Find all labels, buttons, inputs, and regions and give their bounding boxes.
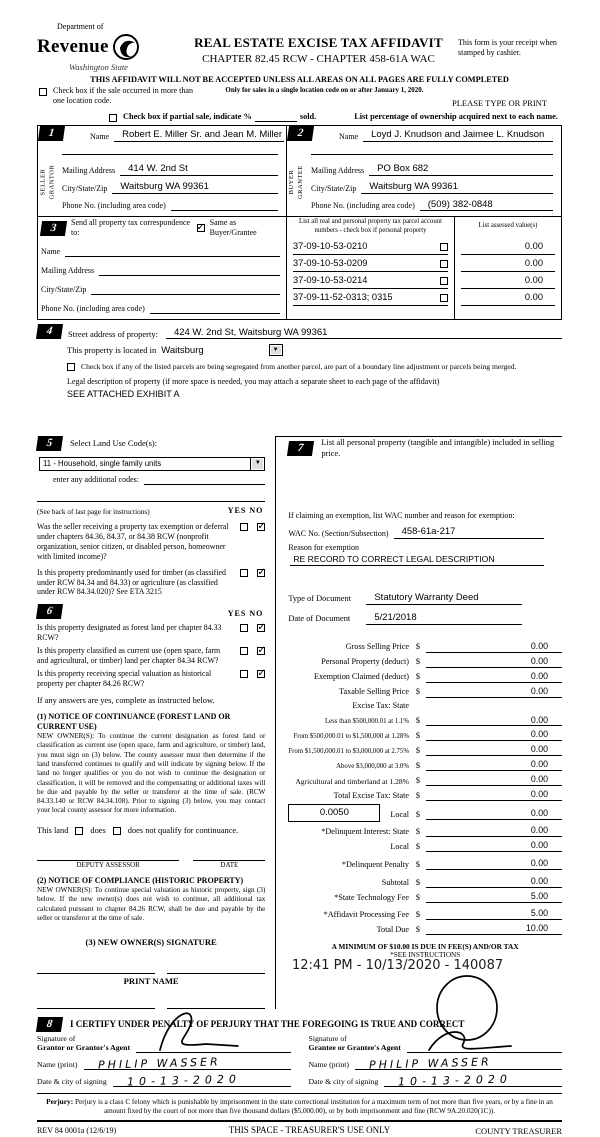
reason-exemption-field[interactable]: RE RECORD TO CORRECT LEGAL DESCRIPTION: [290, 554, 544, 566]
grantee-date-city-label: Date & city of signing: [308, 1076, 379, 1086]
local-label: Local: [390, 810, 409, 820]
grantor-date-city-label: Date & city of signing: [37, 1076, 107, 1086]
wac-number-field[interactable]: 458-61a-217: [394, 526, 544, 539]
located-in-label: This property is located in: [67, 345, 157, 356]
certify-statement: I CERTIFY UNDER PENALTY OF PERJURY THAT THE FOREGOING IS TRUE AND CORRECT: [70, 1018, 465, 1029]
dollar-sign: $: [415, 642, 420, 652]
forest-yes-checkbox[interactable]: [240, 624, 248, 632]
personal-property-title: List all personal property (tangible and intangible) included in selling price.: [321, 438, 555, 458]
grantor-signature-line[interactable]: [136, 1039, 290, 1053]
current-use-no-checkbox[interactable]: [257, 647, 265, 655]
partial-sale-percent-field[interactable]: [255, 121, 297, 122]
dollar-sign: $: [415, 859, 420, 869]
dollar-sign: $: [415, 657, 420, 667]
grantee-printed-name: PHILIP WASSER: [368, 1055, 492, 1072]
grantor-name-print-line[interactable]: [84, 1056, 291, 1070]
historic-no-checkbox[interactable]: [257, 670, 265, 678]
parcel-row: [293, 273, 448, 289]
grantor-signing-date: 10-13-2020: [126, 1072, 241, 1089]
tax-row-label: Gross Selling Price: [345, 642, 409, 652]
yes-no-header-2: YES NO: [227, 609, 264, 619]
buyer-side-label: BUYER GRANTEE: [287, 165, 304, 200]
tax-row-label: *Delinquent Penalty: [341, 859, 409, 869]
corr-mailing-label: Mailing Address: [41, 266, 95, 276]
tax-row-value[interactable]: 0.00: [426, 641, 562, 653]
parcel-row: [293, 290, 448, 306]
seller-phone-field[interactable]: [171, 199, 278, 211]
total-due-value[interactable]: 10.00: [426, 923, 562, 935]
parcel-column-header: List all real and personal property tax parcel account numbers - check box if personal property: [298, 218, 443, 234]
total-excise-state-label: Total Excise Tax: State: [333, 791, 409, 801]
forest-land-question: Is this property designated as forest land per chapter 84.33 RCW?: [37, 623, 222, 643]
seller-name-label: Name: [90, 131, 110, 141]
dollar-sign: $: [415, 877, 420, 887]
receipt-note: This form is your receipt when stamped by cashier.: [458, 38, 557, 58]
new-owner-signature-line[interactable]: [37, 966, 155, 974]
parcel-number[interactable]: 37-09-10-53-0214: [293, 275, 368, 286]
land-does-not-checkbox[interactable]: [113, 827, 121, 835]
revenue-logo: [37, 22, 179, 73]
section-3-badge: 3: [40, 221, 67, 236]
segregated-checkbox[interactable]: [67, 363, 75, 371]
dollar-sign: $: [415, 746, 420, 756]
parcel-number[interactable]: 37-09-10-53-0210: [293, 241, 368, 252]
print-name-line[interactable]: [37, 1001, 155, 1009]
tax-row-value[interactable]: 0.00: [426, 744, 562, 756]
tax-row-label: Local: [390, 842, 409, 851]
tax-row-value[interactable]: 5.00: [426, 908, 562, 920]
logo-dept-line: Department of: [57, 22, 104, 31]
county-treasurer-label: COUNTY TREASURER: [475, 1125, 562, 1136]
tax-row-label: Agricultural and timberland at 1.28%: [295, 776, 409, 786]
property-address-section: [37, 320, 562, 400]
grantor-name-print-label: Name (print): [37, 1059, 78, 1069]
see-instructions-note: *SEE INSTRUCTIONS: [390, 951, 461, 960]
dollar-sign: $: [415, 827, 420, 837]
same-as-buyer-label: Same as Buyer/Grantee: [209, 218, 257, 238]
dollar-sign: $: [415, 776, 420, 786]
parcel-personal-checkbox[interactable]: [440, 243, 448, 251]
notice-continuance-body: NEW OWNER(S): To continue the current designation as forest land or classification as current use (open space, farm and agriculture, or timber) land, you must sign on (3) below. The county assessor must then determine if the land transferred continues to qualify and will indicate by signing below. If the land no longer qualifies or you do not wish to continue the designation or classification, it will be removed and the compensating or additional taxes will be due and payable by the seller or transferor at the time of sale. (RCW 84.33.140 or RCW 84.34.108). Prior to signing (3) below, you may contact your local county assessor for more information.: [37, 732, 266, 815]
multi-location-label: Check box if the sale occurred in more than one location code.: [53, 85, 193, 105]
q2-no-checkbox[interactable]: [257, 569, 265, 577]
dollar-sign: $: [415, 791, 420, 801]
seller-name-field[interactable]: Robert E. Miller Sr. and Jean M. Miller: [114, 129, 284, 142]
grantee-name-print-line[interactable]: [355, 1056, 562, 1070]
forest-no-checkbox[interactable]: [257, 624, 265, 632]
assessed-value[interactable]: 0.00: [461, 256, 555, 272]
corr-mailing-field[interactable]: [99, 264, 280, 276]
tax-row-value[interactable]: 0.00: [426, 825, 562, 837]
land-use-selected-value: 11 - Household, single family units: [43, 459, 162, 469]
grantee-signing-date: 10-13-2020: [398, 1072, 513, 1089]
assessed-value[interactable]: 0.00: [461, 239, 555, 255]
total-due-label: Total Due: [376, 924, 409, 934]
seller-side-label: SELLER GRANTOR: [38, 164, 55, 200]
tax-row-label: *Delinquent Interest: State: [321, 827, 409, 837]
located-in-value[interactable]: Waitsburg: [161, 344, 204, 356]
ownership-note: List percentage of ownership acquired next to each name.: [354, 111, 558, 121]
does-label: does: [90, 825, 106, 835]
seller-extra-name-field[interactable]: [62, 145, 278, 155]
tax-row-value[interactable]: 0.00: [426, 789, 562, 801]
treasurer-space-label: THIS SPACE - TREASURER'S USE ONLY: [228, 1125, 391, 1136]
grantor-printed-name: PHILIP WASSER: [97, 1055, 221, 1072]
form-footer: [37, 1125, 562, 1136]
seller-csz-field[interactable]: Waitsburg WA 99361: [112, 181, 278, 194]
dollar-sign: $: [415, 716, 420, 726]
tax-tier-label: Less than $500,000.01 at 1.1%: [324, 718, 409, 725]
exemption-note: If claiming an exemption, list WAC number and reason for exemption:: [288, 511, 515, 521]
land-use-dropdown-arrow-icon[interactable]: [250, 458, 264, 470]
doc-type-field[interactable]: Statutory Warranty Deed: [366, 592, 522, 605]
q1-no-checkbox[interactable]: [257, 523, 265, 531]
legal-description-label: Legal description of property (if more space is needed, you may attach a separate sheet to each page of the affidavit): [67, 376, 440, 386]
perjury-notice: [37, 1093, 562, 1123]
grantor-date-city-line[interactable]: [113, 1073, 291, 1087]
please-type-print: PLEASE TYPE OR PRINT: [452, 97, 548, 108]
tax-column: [276, 436, 562, 1008]
dollar-sign: $: [415, 810, 420, 820]
assessed-value[interactable]: 0.00: [461, 290, 555, 306]
tax-correspondence-section: [37, 217, 562, 320]
form-subtitle: CHAPTER 82.45 RCW - CHAPTER 458-61A WAC: [202, 53, 435, 66]
segregated-label: Check box if any of the listed parcels are being segregated from another parcel, are part of a boundary line adjustment or parcels being merged.: [81, 362, 517, 372]
tax-row-value[interactable]: 0.00: [426, 759, 562, 771]
excise-tax-state-header: Excise Tax: State: [352, 701, 409, 711]
legal-description-value[interactable]: SEE ATTACHED EXHIBIT A: [67, 388, 180, 399]
buyer-name-label: Name: [339, 131, 359, 141]
dollar-sign: $: [415, 687, 420, 697]
tax-row-label: *State Technology Fee: [334, 892, 409, 902]
parcel-row: [293, 239, 448, 255]
tax-row-label: Exemption Claimed (deduct): [313, 672, 409, 682]
perjury-label: Perjury:: [46, 1096, 74, 1106]
buyer-extra-name-field[interactable]: [311, 145, 553, 155]
current-use-question: Is this property classified as current use (open space, farm and agricultural, or timber) land per chapter 84.34 RCW?: [37, 646, 221, 665]
additional-codes-field-2[interactable]: [37, 492, 265, 502]
logo-washington-state: Washington State: [69, 62, 128, 72]
deputy-assessor-label: DEPUTY ASSESSOR: [76, 861, 140, 870]
rev-number: REV 84 0001a (12/6/19): [37, 1125, 117, 1135]
parcel-row: [293, 256, 448, 272]
corr-name-label: Name: [41, 247, 61, 257]
grantee-sig-label: Signature of Grantee or Grantee's Agent: [308, 1033, 401, 1052]
tax-row-value[interactable]: 0.00: [426, 686, 562, 698]
street-address-label: Street address of property:: [68, 328, 158, 339]
buyer-name-field[interactable]: Loyd J. Knudson and Jaimee L. Knudson: [363, 129, 553, 142]
q2-yes-checkbox[interactable]: [240, 569, 248, 577]
land-use-column: [37, 436, 276, 1008]
tax-row-value[interactable]: 0.00: [426, 876, 562, 888]
street-address-field[interactable]: 424 W. 2nd St, Waitsburg WA 99361: [166, 327, 562, 340]
section-4-badge: 4: [36, 324, 63, 339]
notice-continuance-title: (1) NOTICE OF CONTINUANCE (FOREST LAND OR CURRENT USE): [37, 712, 231, 732]
dollar-sign: $: [415, 731, 420, 741]
timber-agriculture-question: Is this property predominantly used for timber (as classified under RCW 84.34 and 84.33) or agriculture (as classified under RCW 84.34.020)? See ETA 3215: [37, 567, 226, 597]
notice-compliance-body: NEW OWNER(S): To continue special valuation as historic property, sign (3) below. If the new owner(s) does not wish to continue, all additional tax calculated pursuant to chapter 84.26 RCW, shall be due and payable by the seller or transferor at the time of sale.: [37, 886, 266, 922]
tax-row-value[interactable]: 0.00: [426, 840, 562, 852]
tax-row-value[interactable]: 0.00: [426, 808, 562, 820]
additional-codes-field[interactable]: [144, 475, 265, 485]
land-use-title: Select Land Use Code(s):: [70, 438, 158, 449]
corr-name-field[interactable]: [65, 245, 280, 257]
print-name-label: PRINT NAME: [123, 975, 179, 986]
corr-phone-field[interactable]: [150, 302, 280, 314]
partial-sale-label: Check box if partial sale, indicate %: [123, 111, 252, 121]
partial-sale-checkbox[interactable]: [109, 114, 117, 122]
revenue-swirl-icon: [111, 32, 141, 62]
tax-row-label: *Affidavit Processing Fee: [323, 909, 409, 919]
notice-compliance-title: (2) NOTICE OF COMPLIANCE (HISTORIC PROPERTY): [37, 876, 244, 885]
historical-property-question: Is this property receiving special valuation as historical property per chapter 84.26 RCW?: [37, 668, 212, 688]
land-use-select[interactable]: [39, 457, 265, 471]
tax-row-value[interactable]: 0.00: [426, 715, 562, 727]
acceptance-warning: THIS AFFIDAVIT WILL NOT BE ACCEPTED UNLESS ALL AREAS ON ALL PAGES ARE FULLY COMPLETED: [90, 74, 509, 84]
dollar-sign: $: [415, 842, 420, 851]
excise-tax-table: [288, 641, 562, 961]
buyer-phone-field[interactable]: (509) 382-0848: [420, 199, 553, 212]
parcel-personal-checkbox[interactable]: [440, 260, 448, 268]
assessor-date-label: DATE: [220, 861, 239, 870]
section-5-badge: 5: [36, 436, 63, 451]
does-not-label: does not qualify for continuance.: [127, 825, 239, 835]
dollar-sign: $: [415, 892, 420, 902]
local-rate-box[interactable]: 0.0050: [288, 804, 380, 822]
section-7-badge: 7: [287, 441, 314, 456]
grantee-name-print-label: Name (print): [308, 1059, 349, 1069]
grantee-signature-line[interactable]: [407, 1039, 562, 1053]
sold-label: sold.: [299, 111, 317, 121]
buyer-csz-label: City/State/Zip: [311, 183, 357, 193]
parcel-personal-checkbox[interactable]: [440, 294, 448, 302]
section-6-badge: 6: [36, 604, 63, 619]
section-2-badge: 2: [287, 126, 314, 141]
tax-row-label: Personal Property (deduct): [321, 657, 409, 667]
parcel-personal-checkbox[interactable]: [440, 277, 448, 285]
new-owner-signature-title: (3) NEW OWNER(S) SIGNATURE: [85, 937, 217, 948]
doc-date-label: Date of Document: [288, 614, 351, 624]
tax-row-label: Subtotal: [381, 877, 409, 887]
corr-phone-label: Phone No. (including area code): [41, 304, 145, 314]
grantor-signature-block: [37, 1032, 309, 1087]
parcel-number[interactable]: 37-09-11-52-0313; 0315: [293, 292, 393, 303]
tax-row-value[interactable]: 0.00: [426, 656, 562, 668]
additional-codes-label: enter any additional codes:: [53, 475, 139, 485]
print-name-line-2[interactable]: [167, 1001, 265, 1009]
tax-tier-label: From $500,000.01 to $1,500,000 at 1.28%: [293, 732, 409, 740]
tax-row-value[interactable]: 0.00: [426, 671, 562, 683]
buyer-section: [287, 126, 561, 217]
land-does-checkbox[interactable]: [75, 827, 83, 835]
reason-exemption-label: Reason for exemption: [288, 543, 359, 553]
spacer: [426, 701, 562, 712]
this-land-label: This land: [37, 825, 69, 835]
historic-yes-checkbox[interactable]: [240, 670, 248, 678]
dollar-sign: $: [415, 924, 420, 934]
send-correspondence-label: Send all property tax correspondence to:: [71, 218, 191, 238]
current-use-yes-checkbox[interactable]: [240, 647, 248, 655]
cashier-timestamp-stamp: 12:41 PM - 10/13/2020 - 140087: [292, 958, 504, 973]
if-any-yes-note: If any answers are yes, complete as instructed below.: [37, 695, 215, 705]
single-location-note: Only for sales in a single location code on or after January 1, 2020.: [225, 85, 424, 94]
same-as-buyer-checkbox[interactable]: [197, 224, 205, 232]
buyer-mailing-field[interactable]: PO Box 682: [369, 163, 553, 176]
multi-location-checkbox[interactable]: [39, 88, 47, 96]
corr-csz-field[interactable]: [91, 283, 280, 295]
assessed-value[interactable]: 0.00: [461, 273, 555, 289]
grantee-date-city-line[interactable]: [384, 1073, 562, 1087]
seller-section: [38, 126, 287, 217]
buyer-mailing-label: Mailing Address: [311, 165, 365, 175]
section-8-badge: 8: [36, 1017, 63, 1032]
seller-csz-label: City/State/Zip: [62, 183, 108, 193]
grantee-signature-block: [309, 1032, 563, 1087]
located-in-dropdown-arrow-icon[interactable]: [269, 344, 283, 356]
seller-mailing-field[interactable]: 414 W. 2nd St: [120, 163, 278, 176]
tax-row-label: Taxable Selling Price: [339, 687, 409, 697]
doc-type-label: Type of Document: [288, 594, 352, 604]
tax-row-value[interactable]: 5.00: [426, 891, 562, 903]
doc-date-field[interactable]: 5/21/2018: [366, 612, 522, 625]
parcel-number[interactable]: 37-09-10-53-0209: [293, 258, 368, 269]
buyer-csz-field[interactable]: Waitsburg WA 99361: [361, 181, 553, 194]
exemption-deferral-question: Was the seller receiving a property tax exemption or deferral under chapters 84.36, 84.37, or 84.38 RCW (nonprofit organization, senior citizen, or disabled person, homeowner with limited income)?: [37, 522, 229, 561]
tax-tier-label: Above $3,000,000 at 3.0%: [336, 762, 409, 770]
form-title: REAL ESTATE EXCISE TAX AFFIDAVIT: [194, 35, 443, 50]
tax-row-value[interactable]: 0.00: [426, 774, 562, 786]
assessed-value-header: List assessed value(s): [478, 222, 538, 230]
tax-tier-label: From $1,500,000.01 to $3,000,000 at 2.75%: [288, 747, 409, 755]
perjury-body: Perjury is a class C felony which is punishable by imprisonment in the state correctional institution for a maximum term of not more than five years, or by a fine in an amount fixed by the court of not more than five thousand dollars ($5,000.00), or by both imprisonment and fine (RCW 9A.20.020(1C)).: [75, 1097, 553, 1115]
dollar-sign: $: [415, 672, 420, 682]
yes-no-header: YES NO: [227, 506, 264, 516]
tax-row-value[interactable]: 0.00: [426, 858, 562, 870]
buyer-phone-label: Phone No. (including area code): [311, 201, 415, 211]
certification-section: [37, 1017, 562, 1087]
form-header: [37, 22, 562, 73]
grantor-sig-label: Signature of Grantor or Grantor's Agent: [37, 1033, 131, 1052]
corr-csz-label: City/State/Zip: [41, 285, 87, 295]
new-owner-signature-line-2[interactable]: [167, 966, 265, 974]
section-1-badge: 1: [38, 126, 65, 141]
minimum-due-note: A MINIMUM OF $10.00 IS DUE IN FEE(S) AND/OR TAX: [331, 942, 519, 952]
see-back-note: (See back of last page for instructions): [37, 507, 150, 517]
dollar-sign: $: [415, 761, 420, 771]
seller-mailing-label: Mailing Address: [62, 165, 116, 175]
tax-row-value[interactable]: 0.00: [426, 729, 562, 741]
logo-revenue-text: Revenue: [37, 36, 109, 58]
seller-phone-label: Phone No. (including area code): [62, 200, 166, 210]
dollar-sign: $: [415, 909, 420, 919]
q1-yes-checkbox[interactable]: [240, 523, 248, 531]
wac-label: WAC No. (Section/Subsection): [288, 529, 389, 539]
